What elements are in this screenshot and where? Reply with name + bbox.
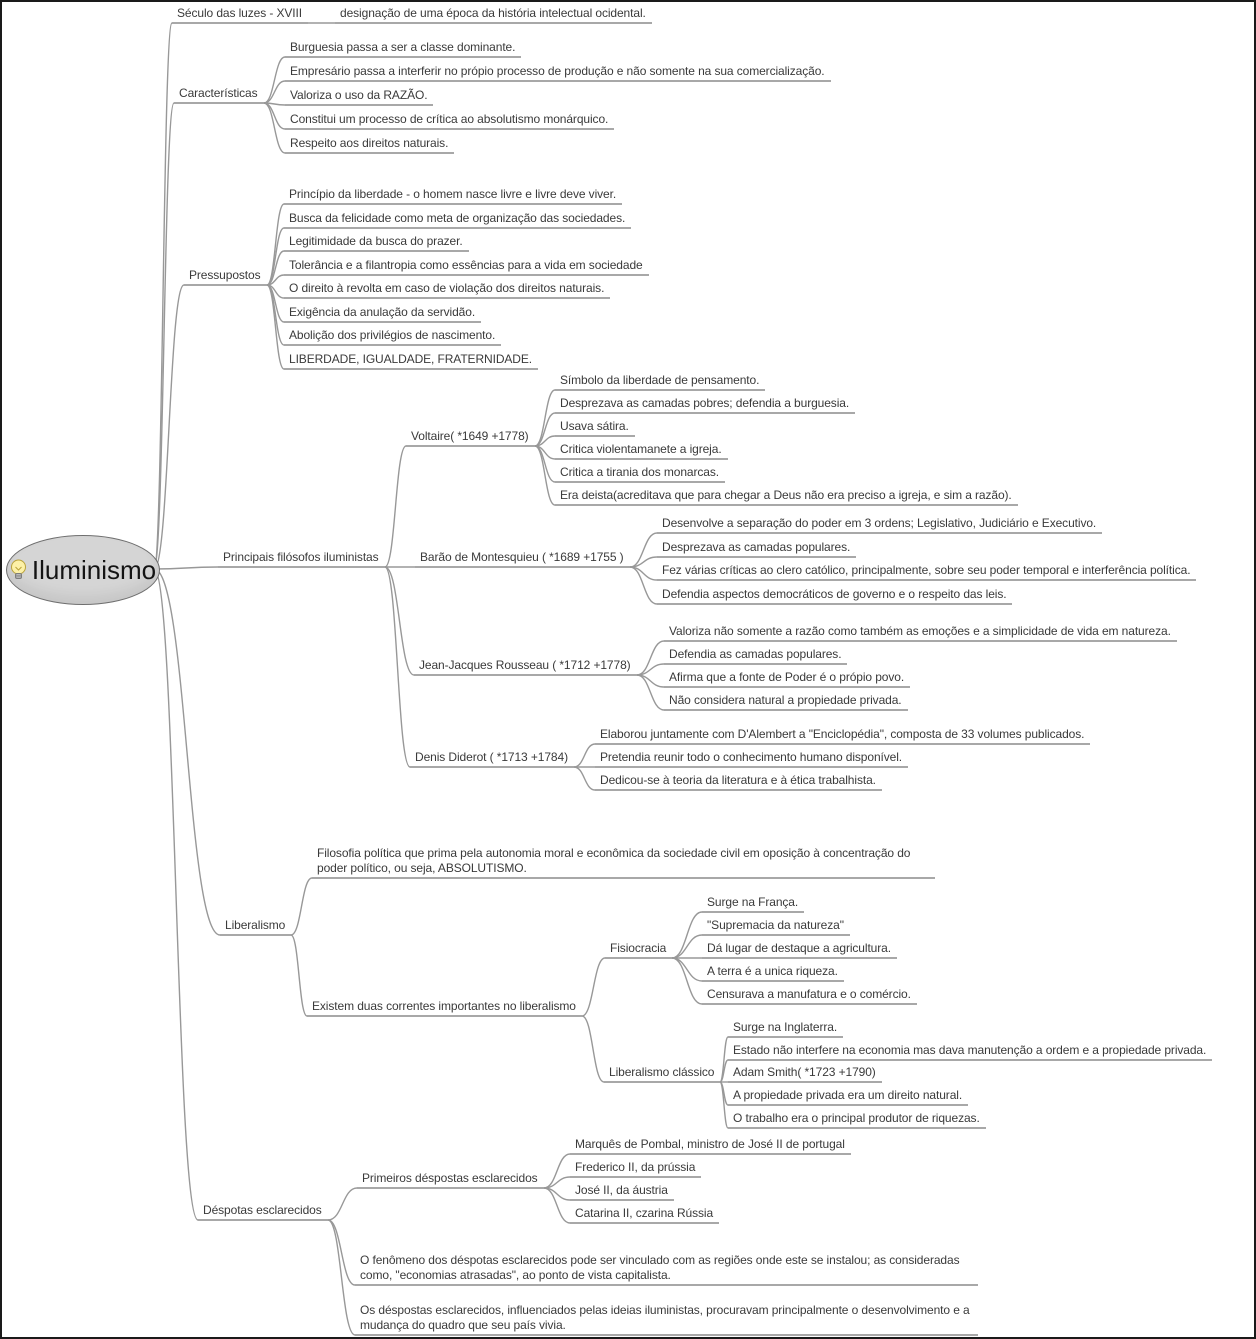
node-label[interactable]: Os déspostas esclarecidos, influenciados pelas ideias iluministas, procuravam principalmente o desenvolvimento e a mudança do quadro que seu país vivia. <box>360 1303 970 1332</box>
node-label[interactable]: José II, da áustria <box>575 1183 668 1197</box>
node-label[interactable]: Jean-Jacques Rousseau ( *1712 +1778) <box>419 658 631 672</box>
node-label[interactable]: Defendia aspectos democráticos de governo e o respeito das leis. <box>662 587 1007 601</box>
branch-curve <box>385 446 406 567</box>
node-label[interactable]: Pressupostos <box>189 268 261 282</box>
node-label[interactable]: "Supremacia da natureza" <box>707 918 844 932</box>
node-label[interactable]: Déspotas esclarecidos <box>203 1203 322 1217</box>
branch-curve <box>267 204 284 285</box>
node-label[interactable]: Liberalismo <box>225 918 286 932</box>
node-label[interactable]: A propiedade privada era um direito natural. <box>733 1088 963 1102</box>
branch-curve <box>154 103 174 569</box>
branch-curve <box>154 23 172 569</box>
node-label[interactable]: Burguesia passa a ser a classe dominante. <box>290 40 516 54</box>
branch-curve <box>535 390 555 446</box>
node-label[interactable]: Desprezava as camadas pobres; defendia a burguesia. <box>560 396 850 410</box>
branch-curve <box>264 57 285 103</box>
branch-curve <box>672 935 702 958</box>
node-label[interactable]: LIBERDADE, IGUALDADE, FRATERNIDADE. <box>289 352 532 366</box>
node-label[interactable]: designação de uma época da história intelectual ocidental. <box>340 6 646 20</box>
node-label[interactable]: Defendia as camadas populares. <box>669 647 842 661</box>
branch-curve <box>267 285 284 345</box>
node-label[interactable]: Denis Diderot ( *1713 +1784) <box>415 750 568 764</box>
branch-curve <box>328 1188 357 1220</box>
branch-curve <box>267 228 284 285</box>
node-label[interactable]: Dá lugar de destaque a agricultura. <box>707 941 891 955</box>
node-label[interactable]: Valoriza o uso da RAZÃO. <box>290 88 428 102</box>
node-label[interactable]: Adam Smith( *1723 +1790) <box>733 1065 876 1079</box>
node-label[interactable]: Busca da felicidade como meta de organização das sociedades. <box>289 211 626 225</box>
node-label[interactable]: Desenvolve a separação do poder em 3 ordens; Legislativo, Judiciário e Executivo. <box>662 516 1097 530</box>
node-label[interactable]: Empresário passa a interferir no própio processo de produção e não somente na sua comercialização. <box>290 64 825 78</box>
node-label[interactable]: Fez várias críticas ao clero católico, principalmente, sobre seu poder temporal e interferência política. <box>662 563 1191 577</box>
branch-curve <box>154 569 198 1220</box>
node-label[interactable]: Primeiros déspostas esclarecidos <box>362 1171 538 1185</box>
node-label[interactable]: Fisiocracia <box>610 941 667 955</box>
node-label[interactable]: Era deista(acreditava que para chegar a Deus não era preciso a igreja, e sim a razão). <box>560 488 1012 502</box>
node-label[interactable]: Afirma que a fonte de Poder é o própio povo. <box>669 670 905 684</box>
branch-curve <box>574 767 595 790</box>
node-label[interactable]: O trabalho era o principal produtor de riquezas. <box>733 1111 980 1125</box>
node-label[interactable]: Censurava a manufatura e o comércio. <box>707 987 911 1001</box>
node-label[interactable]: Pretendia reunir todo o conhecimento humano disponível. <box>600 750 903 764</box>
node-label[interactable]: Critica a tirania dos monarcas. <box>560 465 719 479</box>
branch-curve <box>291 878 312 935</box>
node-label[interactable]: Principais filósofos iluministas <box>223 550 379 564</box>
root-node[interactable] <box>6 535 160 605</box>
node-label[interactable]: Frederico II, da prússia <box>575 1160 696 1174</box>
node-label[interactable]: Voltaire( *1649 +1778) <box>411 429 529 443</box>
node-label[interactable]: Valoriza não somente a razão como também as emoções e a simplicidade de vida em natureza. <box>669 624 1171 638</box>
node-label[interactable]: Liberalismo clássico <box>609 1065 715 1079</box>
node-label[interactable]: Respeito aos direitos naturais. <box>290 136 449 150</box>
node-label[interactable]: Barão de Montesquieu ( *1689 +1755 ) <box>420 550 624 564</box>
node-label[interactable]: A terra é a unica riqueza. <box>707 964 838 978</box>
node-label[interactable]: Dedicou-se à teoria da literatura e à ética trabalhista. <box>600 773 876 787</box>
node-label[interactable]: Estado não interfere na economia mas dava manutenção a ordem e a propiedade privada. <box>733 1043 1207 1057</box>
branch-curve <box>154 567 218 569</box>
lightbulb-icon <box>10 558 27 582</box>
node-label[interactable]: Não considera natural a propiedade privada. <box>669 693 902 707</box>
node-label[interactable]: Legitimidade da busca do prazer. <box>289 234 463 248</box>
node-label[interactable]: Surge na Inglaterra. <box>733 1020 838 1034</box>
root-node-label: Iluminismo <box>31 554 157 585</box>
node-label[interactable]: Exigência da anulação da servidão. <box>289 305 476 319</box>
node-label[interactable]: Princípio da liberdade - o homem nasce livre e livre deve viver. <box>289 187 617 201</box>
branch-curve <box>582 1016 604 1082</box>
branch-curve <box>291 935 307 1016</box>
branch-curve <box>672 958 702 981</box>
node-label[interactable]: Constitui um processo de crítica ao absolutismo monárquico. <box>290 112 609 126</box>
node-label[interactable]: Elaborou juntamente com D'Alembert a "Enciclopédia", composta de 33 volumes publicados. <box>600 727 1085 741</box>
node-label[interactable]: Surge na França. <box>707 895 799 909</box>
node-label[interactable]: Características <box>179 86 258 100</box>
node-label[interactable]: Usava sátira. <box>560 419 629 433</box>
node-label[interactable]: Século das luzes - XVIII <box>177 6 302 20</box>
branch-curve <box>535 446 555 505</box>
node-label[interactable]: Tolerância e a filantropia como essências para a vida em sociedade <box>289 258 643 272</box>
branch-curve <box>574 744 595 767</box>
branch-curve <box>385 567 414 675</box>
node-label[interactable]: Critica violentamanete a igreja. <box>560 442 722 456</box>
branch-curve <box>720 1037 728 1082</box>
node-label[interactable]: O direito à revolta em caso de violação dos direitos naturais. <box>289 281 605 295</box>
node-label[interactable]: Catarina II, czarina Rússia <box>575 1206 714 1220</box>
branch-curve <box>328 1220 355 1335</box>
node-label[interactable]: O fenômeno dos déspotas esclarecidos pode ser vinculado com as regiões onde este se instalou; as consideradas como, "economias atrasadas", ao ponto de vista capitalista. <box>360 1253 960 1282</box>
node-label[interactable]: Existem duas correntes importantes no liberalismo <box>312 999 576 1013</box>
node-label[interactable]: Marquês de Pombal, ministro de José II de portugal <box>575 1137 845 1151</box>
branch-curve <box>672 958 702 1004</box>
branch-curve <box>264 81 285 103</box>
node-label[interactable]: Abolição dos privilégios de nascimento. <box>289 328 496 342</box>
branch-curve <box>385 567 410 767</box>
branch-curve <box>582 958 605 1016</box>
node-label[interactable]: Desprezava as camadas populares. <box>662 540 851 554</box>
branch-curve <box>672 912 702 958</box>
node-label[interactable]: Símbolo da liberdade de pensamento. <box>560 373 760 387</box>
node-label[interactable]: Filosofia política que prima pela autonomia moral e econômica da sociedade civil em oposição à concentração do poder político, ou seja, ABSOLUTISMO. <box>317 846 911 875</box>
